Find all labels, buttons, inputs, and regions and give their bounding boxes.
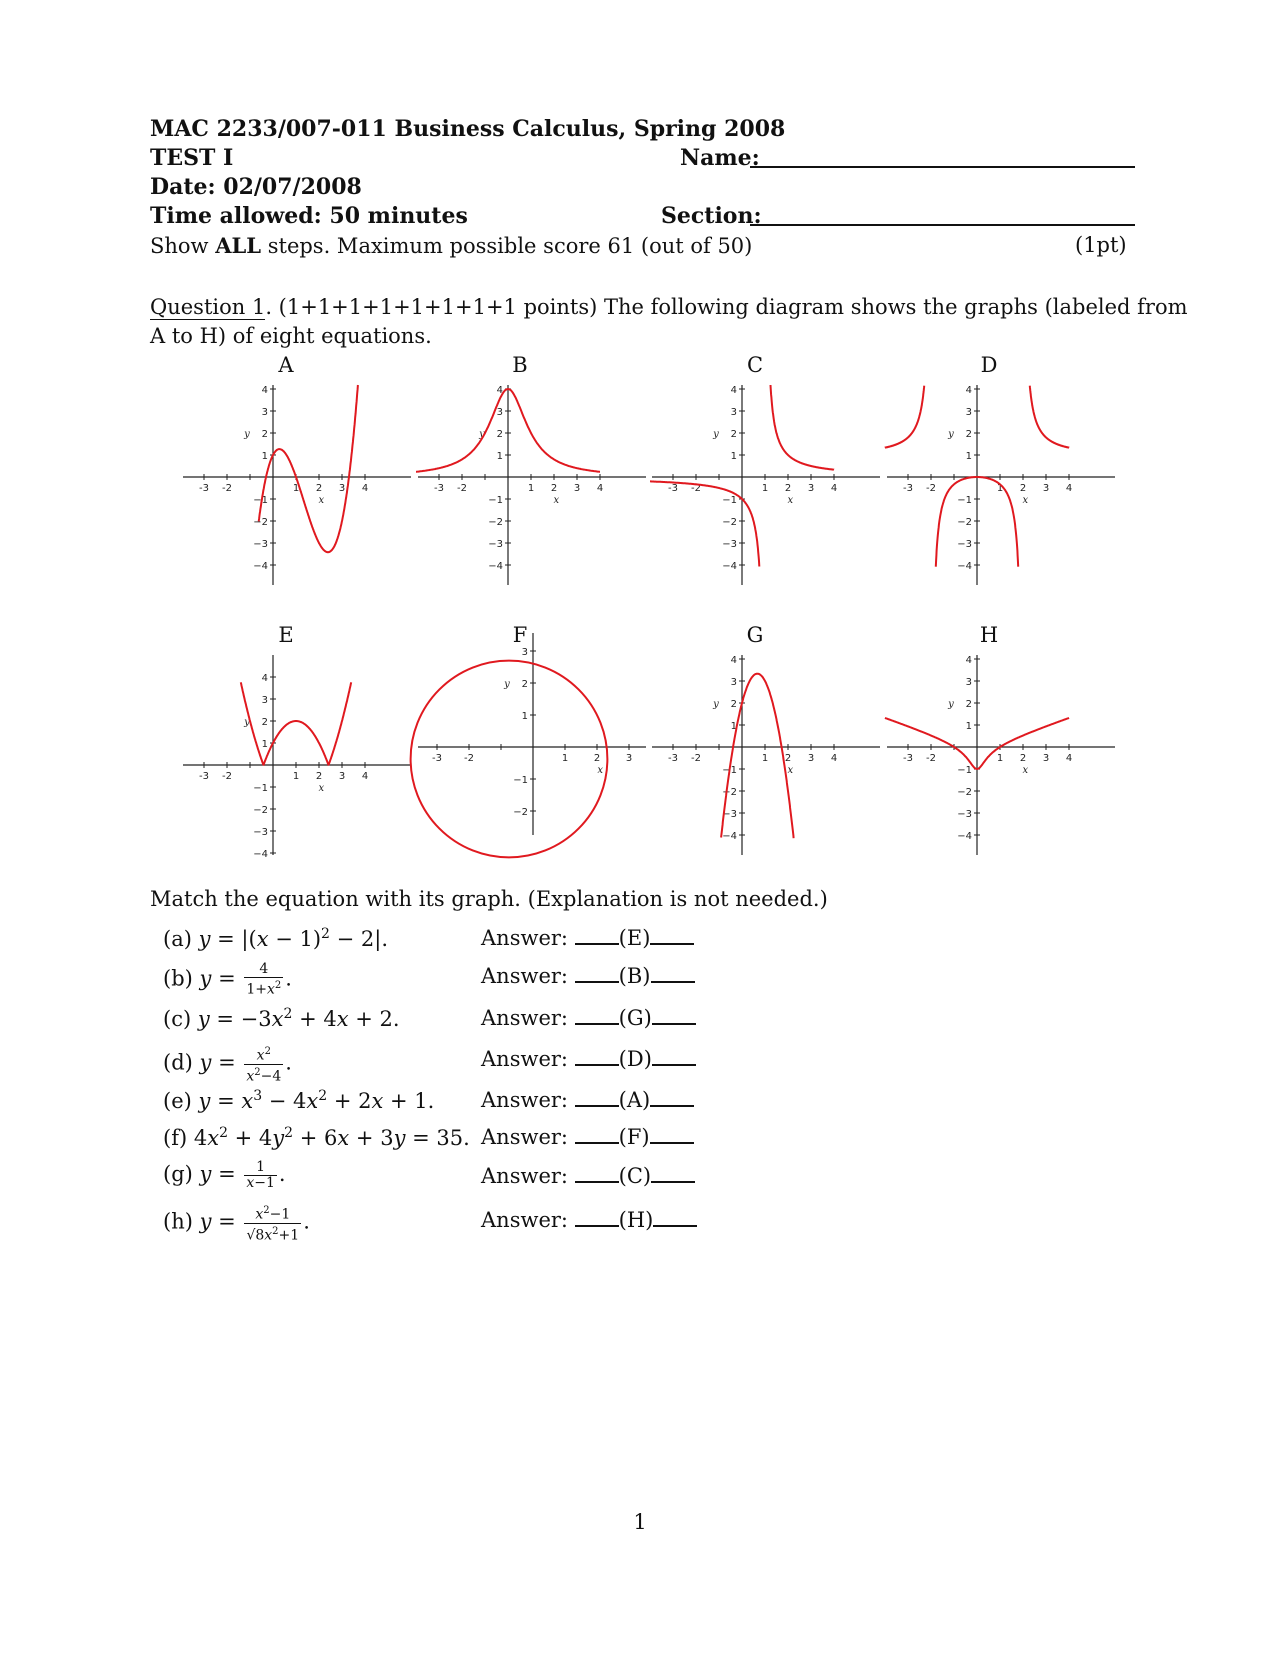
x-axis-label: x: [787, 495, 794, 506]
y-tick-label: −4: [722, 831, 737, 842]
equation-g: (g) y = $\frac{1}{x-1}$ .: [163, 1159, 286, 1191]
x-tick-label: -2: [464, 753, 474, 764]
x-tick-label: 3: [807, 483, 815, 494]
y-tick-label: −1: [957, 765, 972, 776]
course-title: MAC 2233/007-011 Business Calculus, Spring 2008: [150, 116, 786, 142]
curve-e: [241, 682, 351, 764]
x-tick-label: 2: [1019, 483, 1027, 494]
x-tick-label: 3: [1042, 483, 1050, 494]
graph-label-g: G: [746, 623, 764, 647]
graph-label-h: H: [979, 623, 999, 647]
answer-a[interactable]: Answer: (E): [481, 926, 694, 950]
time-allowed: Time allowed: 50 minutes: [150, 203, 468, 229]
y-tick-label: −3: [957, 539, 972, 550]
y-tick-label: −4: [957, 831, 972, 842]
answer-c[interactable]: Answer: (G): [481, 1006, 696, 1030]
equation-h: (h) y = $\frac{x^2-1}{√8x^2+1}$ .: [163, 1205, 310, 1244]
x-tick-label: -2: [691, 753, 701, 764]
graph-label-e: E: [278, 623, 294, 647]
graph-g: [652, 655, 880, 855]
page-number: 1: [633, 1510, 647, 1534]
y-tick-label: −1: [253, 783, 268, 794]
answer-g[interactable]: Answer: (C): [481, 1164, 695, 1188]
y-tick-label: −3: [722, 539, 737, 550]
graph-c: [652, 385, 880, 585]
y-tick-label: −2: [957, 517, 972, 528]
x-tick-label: 2: [1019, 753, 1027, 764]
y-axis-label: y: [948, 699, 954, 710]
y-tick-label: 4: [730, 655, 737, 666]
answer-f[interactable]: Answer: (F): [481, 1125, 694, 1149]
answer-h[interactable]: Answer: (H): [481, 1208, 697, 1232]
x-tick-label: 3: [338, 771, 346, 782]
x-tick-label: -3: [434, 483, 444, 494]
instructions: Show ALL steps. Maximum possible score 61 (out of 50): [150, 233, 753, 258]
x-tick-label: 3: [338, 483, 346, 494]
test-date: Date: 02/07/2008: [150, 174, 362, 200]
y-tick-label: 1: [496, 451, 503, 462]
section-label: Section:: [661, 203, 762, 229]
y-axis-label: y: [504, 679, 510, 690]
y-tick-label: −1: [722, 495, 737, 506]
equation-f: (f) $4x^2 + 4y^2 + 6x + 3y = 35$.: [163, 1125, 470, 1150]
y-tick-label: −2: [253, 805, 268, 816]
x-tick-label: 4: [596, 483, 604, 494]
x-tick-label: 1: [527, 483, 535, 494]
x-tick-label: -3: [903, 483, 913, 494]
y-tick-label: 4: [261, 385, 268, 396]
name-label: Name:: [680, 145, 760, 171]
answer-d[interactable]: Answer: (D): [481, 1047, 696, 1071]
x-axis-label: x: [597, 765, 604, 776]
y-tick-label: 4: [965, 385, 972, 396]
y-tick-label: 3: [730, 677, 737, 688]
x-axis-label: x: [553, 495, 560, 506]
y-tick-label: 4: [965, 655, 972, 666]
answer-e[interactable]: Answer: (A): [481, 1088, 694, 1112]
y-tick-label: −3: [722, 809, 737, 820]
x-tick-label: 1: [996, 753, 1004, 764]
equation-e: (e) $y = x^3 - 4x^2 + 2x + 1$.: [163, 1088, 435, 1113]
y-axis-label: y: [713, 699, 719, 710]
x-tick-label: 3: [573, 483, 581, 494]
question-text-line2: A to H) of eight equations.: [150, 324, 432, 348]
y-tick-label: 3: [521, 647, 528, 658]
x-tick-label: -3: [903, 753, 913, 764]
x-axis-label: x: [1022, 495, 1029, 506]
x-tick-label: -2: [222, 483, 232, 494]
x-tick-label: 3: [1042, 753, 1050, 764]
graph-label-b: B: [512, 353, 528, 377]
y-tick-label: −2: [722, 517, 737, 528]
x-tick-label: 4: [361, 483, 369, 494]
y-tick-label: 2: [261, 717, 268, 728]
x-tick-label: -2: [457, 483, 467, 494]
y-tick-label: 2: [261, 429, 268, 440]
curve-d-right: [1030, 386, 1069, 448]
graph-a: [183, 385, 411, 585]
y-axis-label: y: [244, 717, 250, 728]
name-field[interactable]: [750, 166, 1135, 168]
curve-d-left: [885, 386, 924, 448]
x-tick-label: 2: [315, 483, 323, 494]
x-tick-label: -2: [691, 483, 701, 494]
y-tick-label: 3: [496, 407, 503, 418]
y-tick-label: −2: [957, 787, 972, 798]
equation-a: (a) $y = |(x - 1)^2 - 2|$.: [163, 926, 389, 951]
x-tick-label: -3: [432, 753, 442, 764]
x-tick-label: 4: [361, 771, 369, 782]
points-label: (1pt): [1075, 233, 1127, 257]
x-tick-label: 2: [315, 771, 323, 782]
x-tick-label: 1: [292, 771, 300, 782]
y-tick-label: −3: [957, 809, 972, 820]
x-tick-label: 1: [561, 753, 569, 764]
y-tick-label: −1: [957, 495, 972, 506]
x-tick-label: 2: [784, 483, 792, 494]
y-tick-label: 1: [965, 451, 972, 462]
graph-d: [887, 385, 1115, 585]
match-instruction: Match the equation with its graph. (Explanation is not needed.): [150, 887, 828, 911]
x-tick-label: 4: [830, 483, 838, 494]
y-tick-label: −3: [253, 539, 268, 550]
y-tick-label: −4: [253, 849, 268, 860]
y-tick-label: −2: [253, 517, 268, 528]
x-tick-label: 4: [1065, 483, 1073, 494]
y-tick-label: 2: [521, 679, 528, 690]
y-tick-label: −4: [488, 561, 503, 572]
y-axis-label: y: [479, 429, 485, 440]
x-tick-label: -2: [926, 483, 936, 494]
y-tick-label: 3: [965, 407, 972, 418]
y-tick-label: 1: [730, 721, 737, 732]
y-tick-label: −2: [513, 807, 528, 818]
y-tick-label: −4: [253, 561, 268, 572]
y-tick-label: 2: [730, 429, 737, 440]
y-tick-label: −3: [488, 539, 503, 550]
x-tick-label: -3: [668, 753, 678, 764]
equation-c: (c) $y = -3x^2 + 4x + 2$.: [163, 1006, 400, 1031]
x-tick-label: -2: [222, 771, 232, 782]
x-tick-label: 4: [1065, 753, 1073, 764]
y-tick-label: 4: [730, 385, 737, 396]
answer-b[interactable]: Answer: (B): [481, 964, 695, 988]
x-tick-label: -3: [199, 483, 209, 494]
y-tick-label: −2: [488, 517, 503, 528]
x-tick-label: 1: [761, 753, 769, 764]
x-tick-label: 2: [784, 753, 792, 764]
graph-label-d: D: [980, 353, 998, 377]
y-tick-label: 1: [521, 711, 528, 722]
y-axis-label: y: [948, 429, 954, 440]
x-tick-label: -3: [668, 483, 678, 494]
y-tick-label: −1: [513, 775, 528, 786]
y-tick-label: 2: [496, 429, 503, 440]
y-tick-label: 2: [965, 429, 972, 440]
y-tick-label: 3: [261, 407, 268, 418]
equation-b: (b) y = $\frac{4}{1+x^2}$ .: [163, 961, 292, 998]
graph-f: [418, 647, 646, 855]
y-tick-label: 2: [965, 699, 972, 710]
x-tick-label: -3: [199, 771, 209, 782]
equation-d: (d) y = $\frac{x^2}{x^2-4}$ .: [163, 1046, 292, 1085]
x-axis-label: x: [318, 495, 325, 506]
y-tick-label: 4: [496, 385, 503, 396]
curve-c-left: [650, 481, 759, 566]
y-axis-label: y: [713, 429, 719, 440]
graph-label-c: C: [746, 353, 764, 377]
x-tick-label: 3: [807, 753, 815, 764]
y-tick-label: −4: [957, 561, 972, 572]
graph-label-f: F: [512, 623, 528, 647]
x-tick-label: 1: [996, 483, 1004, 494]
question-text-line1: Question 1. (1+1+1+1+1+1+1+1 points) The following diagram shows the graphs (labeled from: [150, 295, 1188, 319]
x-tick-label: 3: [625, 753, 633, 764]
curve-c-right: [771, 385, 835, 470]
y-tick-label: −1: [722, 765, 737, 776]
graph-label-a: A: [278, 353, 294, 377]
y-tick-label: 1: [261, 451, 268, 462]
x-tick-label: 2: [550, 483, 558, 494]
y-tick-label: 1: [730, 451, 737, 462]
x-tick-label: -2: [926, 753, 936, 764]
x-tick-label: 1: [292, 483, 300, 494]
y-tick-label: −1: [253, 495, 268, 506]
y-tick-label: −2: [722, 787, 737, 798]
y-tick-label: 3: [261, 695, 268, 706]
y-tick-label: −4: [722, 561, 737, 572]
section-field[interactable]: [750, 224, 1135, 226]
graph-b: [418, 385, 646, 585]
x-axis-label: x: [318, 783, 325, 794]
y-tick-label: 4: [261, 673, 268, 684]
y-tick-label: 3: [730, 407, 737, 418]
x-tick-label: 2: [593, 753, 601, 764]
x-axis-label: x: [787, 765, 794, 776]
x-axis-label: x: [1022, 765, 1029, 776]
y-tick-label: −1: [488, 495, 503, 506]
x-tick-label: 4: [830, 753, 838, 764]
y-tick-label: 3: [965, 677, 972, 688]
y-tick-label: 1: [965, 721, 972, 732]
test-title: TEST I: [150, 145, 234, 171]
y-axis-label: y: [244, 429, 250, 440]
y-tick-label: −3: [253, 827, 268, 838]
y-tick-label: 1: [261, 739, 268, 750]
x-tick-label: 1: [761, 483, 769, 494]
graph-e: [183, 655, 411, 860]
graph-h: [887, 655, 1115, 855]
y-tick-label: 2: [730, 699, 737, 710]
